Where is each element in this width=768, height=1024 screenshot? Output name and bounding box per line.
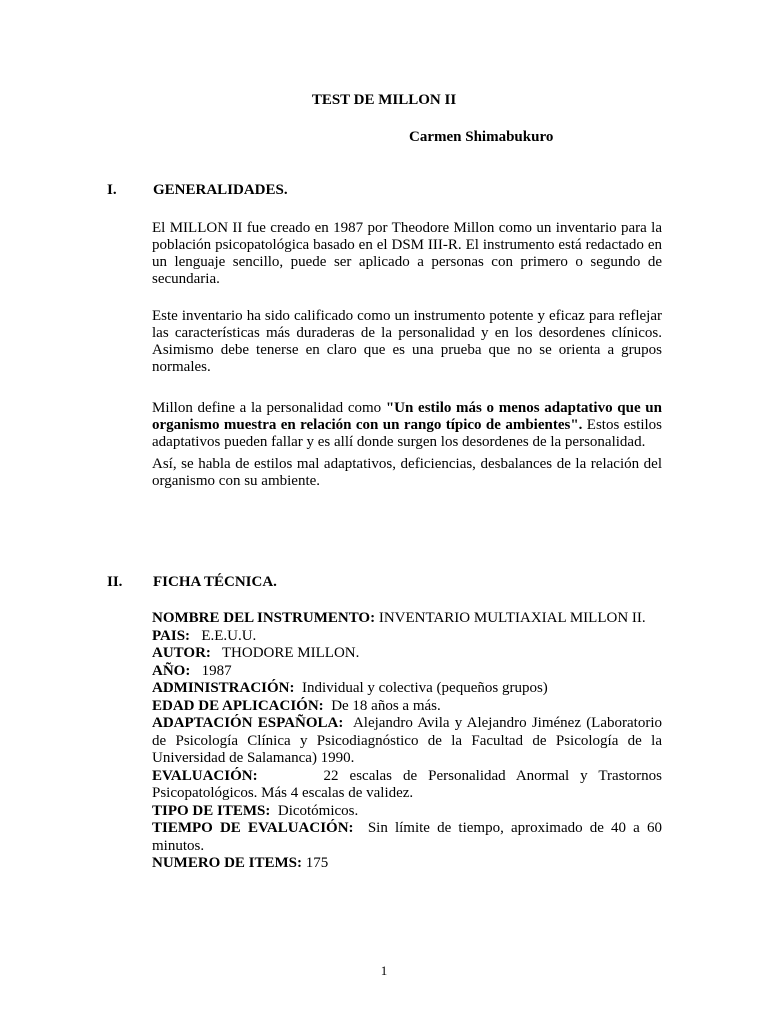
field-value: 22 escalas de Personalidad Anormal y Trastornos Psicopatológicos. Más 4 escalas de validez. xyxy=(152,767,666,801)
technical-field xyxy=(152,715,666,768)
section-title: FICHA TÉCNICA. xyxy=(153,574,277,590)
technical-field xyxy=(152,820,666,855)
technical-field xyxy=(152,680,662,698)
paragraph-3 xyxy=(152,400,662,451)
field-value: De 18 años a más. xyxy=(323,697,441,714)
field-label: NOMBRE DEL INSTRUMENTO: xyxy=(152,610,376,626)
field-label: EVALUACIÓN: xyxy=(152,767,258,784)
paragraph-3-intro: Millon define a la personalidad como xyxy=(152,400,386,416)
field-value: Individual y colectiva (pequeños grupos) xyxy=(294,680,548,696)
document-title: TEST DE MILLON II xyxy=(311,92,457,108)
document-author: Carmen Shimabukuro xyxy=(409,129,554,145)
paragraph-3-rest: Estos estilos adaptativos pueden fallar y es allí donde surgen los desordenes de la personalidad. xyxy=(152,417,663,450)
technical-sheet xyxy=(152,610,666,873)
field-value: E.E.U.U. xyxy=(190,627,257,644)
paragraph-2: Este inventario ha sido calificado como un instrumento potente y eficaz para reflejar las características más duraderas de la personalidad y en los desordenes clínicos. Asimismo debe tenerse en claro que es una prueba que no se orienta a grupos normales. xyxy=(152,308,662,375)
field-label: ADMINISTRACIÓN: xyxy=(152,680,295,696)
field-label: EDAD DE APLICACIÓN: xyxy=(152,697,324,714)
field-value: 1987 xyxy=(190,662,232,679)
personality-definition: "Un estilo más o menos adaptativo que un organismo muestra en relación con un rango típico de ambientes". xyxy=(152,400,662,433)
field-value: INVENTARIO MULTIAXIAL MILLON II. xyxy=(375,610,646,626)
field-value: Dicotómicos. xyxy=(270,802,359,819)
field-value: Sin límite de tiempo, aproximado de 40 a 60 minutos. xyxy=(152,820,666,854)
technical-field xyxy=(152,767,666,803)
technical-field xyxy=(152,628,662,646)
technical-field xyxy=(152,855,662,873)
field-value: THODORE MILLON. xyxy=(210,645,360,661)
field-label: TIPO DE ITEMS: xyxy=(152,802,271,819)
field-label: NUMERO DE ITEMS: xyxy=(152,855,303,871)
technical-field xyxy=(152,698,662,716)
page-number: 1 xyxy=(380,963,388,978)
technical-field xyxy=(152,645,662,663)
field-value: Alejandro Avila y Alejandro Jiménez (Laboratorio de Psicología Clínica y Psicodiagnóstico de la Facultad de Psicología de la Universidad de Salamanca) 1990. xyxy=(152,715,666,766)
technical-field xyxy=(152,803,662,821)
technical-field xyxy=(152,610,662,628)
section-number: I. xyxy=(107,182,117,198)
field-label: ADAPTACIÓN ESPAÑOLA: xyxy=(152,715,344,731)
paragraph-4: Así, se habla de estilos mal adaptativos, deficiencias, desbalances de la relación del organismo con su ambiente. xyxy=(152,456,662,489)
field-value: 175 xyxy=(302,855,329,871)
section-title: GENERALIDADES. xyxy=(153,182,288,198)
paragraph-1: El MILLON II fue creado en 1987 por Theodore Millon como un inventario para la población psicopatológica basado en el DSM III-R. El instrumento está redactado en un lenguaje sencillo, puede ser aplicado a personas con primero o segundo de secundaria. xyxy=(152,220,662,287)
section-number: II. xyxy=(107,574,123,590)
field-label: PAIS: xyxy=(152,627,191,644)
field-label: AUTOR: xyxy=(152,645,211,661)
technical-field xyxy=(152,663,662,681)
field-label: AÑO: xyxy=(152,662,191,679)
field-label: TIEMPO DE EVALUACIÓN: xyxy=(152,820,354,836)
